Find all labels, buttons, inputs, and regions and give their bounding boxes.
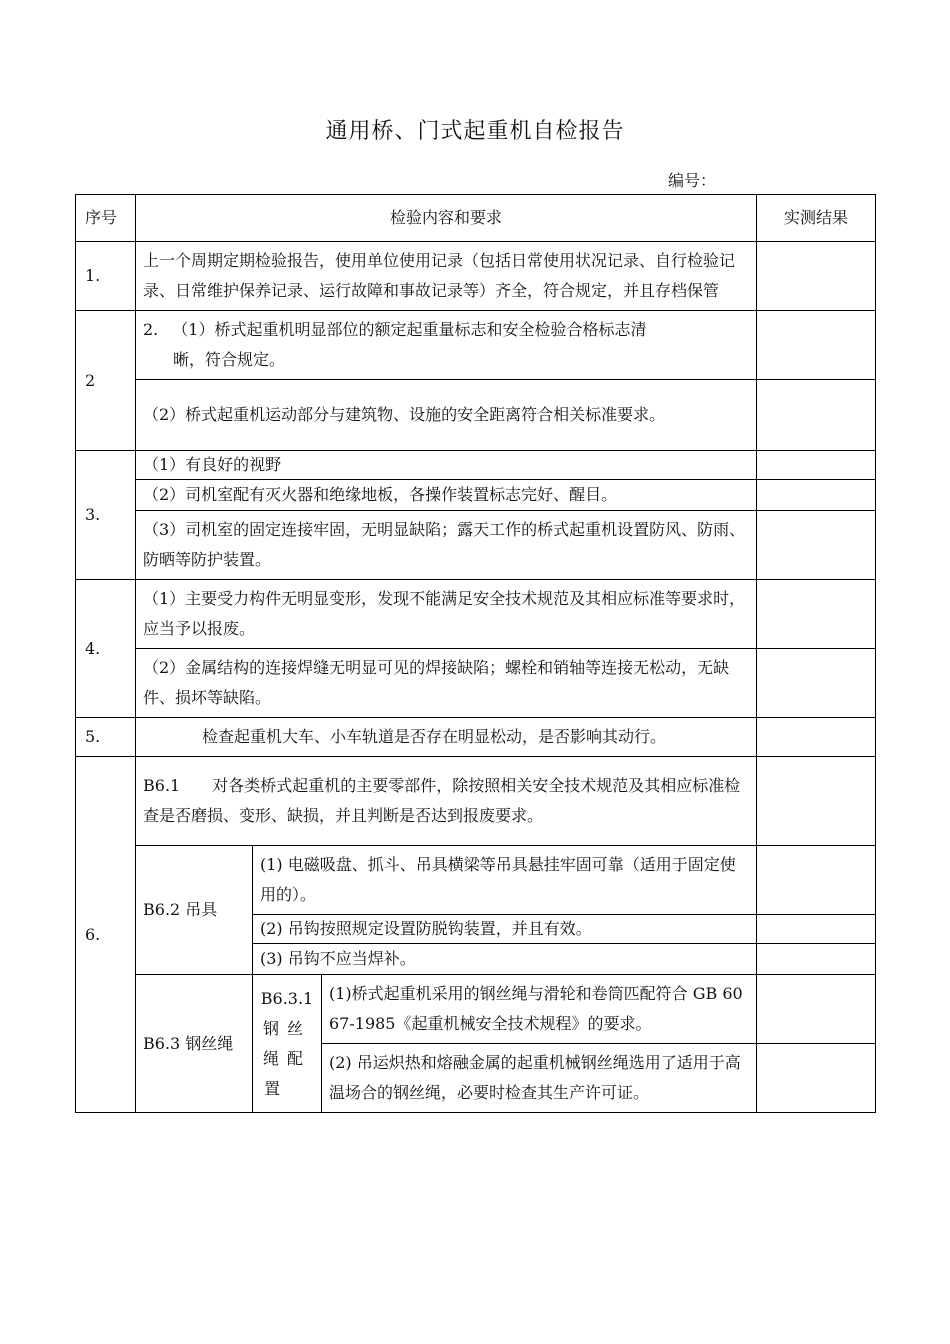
table-row	[76, 718, 876, 757]
row-content: （2）桥式起重机运动部分与建筑物、设施的安全距离符合相关标准要求。	[136, 380, 757, 451]
result-cell[interactable]	[757, 757, 876, 846]
header-result: 实测结果	[757, 195, 876, 242]
row-seq: 1.	[76, 242, 136, 311]
header-content: 检验内容和要求	[136, 195, 757, 242]
result-cell[interactable]	[757, 511, 876, 580]
item-text-cont: 晰，符合规定。	[173, 350, 286, 369]
result-cell[interactable]	[757, 1044, 876, 1113]
header-seq: 序号	[76, 195, 136, 242]
row-content: （3）司机室的固定连接牢固，无明显缺陷；露天工作的桥式起重机设置防风、防雨、防晒等防护装置。	[136, 511, 757, 580]
row-content: (2) 吊运炽热和熔融金属的起重机械钢丝绳选用了适用于高温场合的钢丝绳，必要时检查其生产许可证。	[322, 1044, 757, 1113]
table-row	[76, 480, 876, 511]
row-content: (1)桥式起重机采用的钢丝绳与滑轮和卷筒匹配符合 GB 6067-1985《起重机械安全技术规程》的要求。	[322, 975, 757, 1044]
b631-label	[253, 975, 322, 1113]
b63-label: B6.3 钢丝绳	[136, 975, 253, 1113]
result-cell[interactable]	[757, 944, 876, 975]
item-text: （1）桥式起重机明显部位的额定起重量标志和安全检验合格标志清	[172, 320, 647, 339]
row-seq: 6.	[76, 757, 136, 1113]
result-cell[interactable]	[757, 451, 876, 480]
b631-line: 置	[264, 1078, 289, 1098]
doc-number-label: 编号：	[668, 171, 717, 190]
table-row	[76, 846, 876, 915]
row-seq: 3.	[76, 451, 136, 580]
b631-line: 绳配	[262, 1048, 311, 1068]
row-content: (1) 电磁吸盘、抓斗、吊具横梁等吊具悬挂牢固可靠（适用于固定使用的）。	[253, 846, 757, 915]
page-title: 通用桥、门式起重机自检报告	[325, 119, 625, 144]
result-cell[interactable]	[757, 846, 876, 915]
row-content	[136, 311, 757, 380]
row-seq: 2	[76, 311, 136, 451]
row-content: 检查起重机大车、小车轨道是否存在明显松动，是否影响其动行。	[136, 718, 757, 757]
table-row	[76, 757, 876, 846]
result-cell[interactable]	[757, 242, 876, 311]
result-cell[interactable]	[757, 718, 876, 757]
b631-code: B6.3.1	[260, 988, 314, 1008]
table-row	[76, 311, 876, 380]
result-cell[interactable]	[757, 380, 876, 451]
table-row	[76, 511, 876, 580]
b62-label: B6.2 吊具	[136, 846, 253, 975]
row-seq: 4.	[76, 580, 136, 718]
row-content: 上一个周期定期检验报告，使用单位使用记录（包括日常使用状况记录、自行检验记录、日常维护保养记录、运行故障和事故记录等）齐全，符合规定，并且存档保管	[136, 242, 757, 311]
table-row	[76, 451, 876, 480]
result-cell[interactable]	[757, 311, 876, 380]
result-cell[interactable]	[757, 915, 876, 944]
result-cell[interactable]	[757, 649, 876, 718]
b631-line: 钢丝	[262, 1018, 311, 1038]
table-row	[76, 649, 876, 718]
row-content: （1）主要受力构件无明显变形，发现不能满足安全技术规范及其相应标准等要求时，应当予以报废。	[136, 580, 757, 649]
row-content: (2) 吊钩按照规定设置防脱钩装置，并且有效。	[253, 915, 757, 944]
item-number: 2.	[143, 320, 159, 339]
row-content: （1）有良好的视野	[136, 451, 757, 480]
table-row	[76, 975, 876, 1044]
table-row	[76, 580, 876, 649]
row-content: B6.1 对各类桥式起重机的主要零部件，除按照相关安全技术规范及其相应标准检查是否磨损、变形、缺损，并且判断是否达到报废要求。	[136, 757, 757, 846]
row-content: （2）司机室配有灭火器和绝缘地板，各操作装置标志完好、醒目。	[136, 480, 757, 511]
table-row	[76, 242, 876, 311]
row-content: (3) 吊钩不应当焊补。	[253, 944, 757, 975]
inspection-table	[75, 194, 876, 1113]
row-seq: 5.	[76, 718, 136, 757]
table-row	[76, 380, 876, 451]
table-header-row	[76, 195, 876, 242]
row-content: （2）金属结构的连接焊缝无明显可见的焊接缺陷；螺栓和销轴等连接无松动，无缺件、损坏等缺陷。	[136, 649, 757, 718]
result-cell[interactable]	[757, 975, 876, 1044]
result-cell[interactable]	[757, 480, 876, 511]
result-cell[interactable]	[757, 580, 876, 649]
